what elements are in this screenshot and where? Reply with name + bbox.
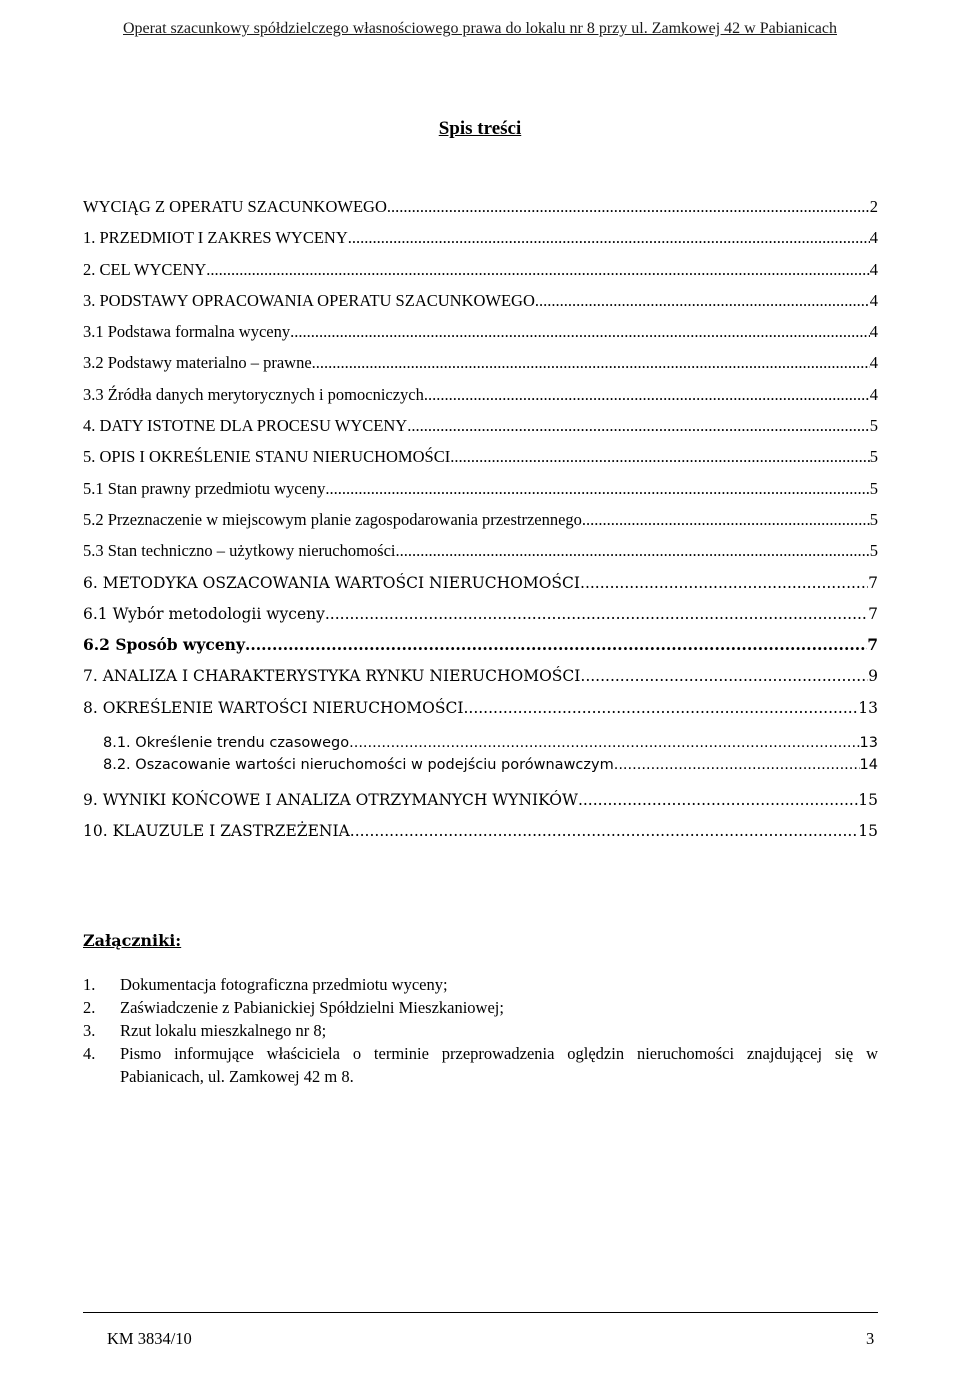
toc-entry[interactable] [83, 821, 878, 852]
toc-entry[interactable] [83, 353, 878, 384]
toc-leader-dots [463, 698, 858, 718]
toc-entry-label: 4. DATY ISTOTNE DLA PROCESU WYCENY [83, 416, 408, 436]
attachment-number: 3. [83, 1021, 96, 1040]
toc-entry[interactable] [83, 698, 878, 729]
toc-leader-dots [387, 197, 870, 217]
toc-entry-label: 6.2 Sposób wyceny [83, 635, 245, 655]
toc-entry[interactable] [83, 510, 878, 541]
toc-entry-page: 13 [858, 698, 878, 717]
toc-entry-page: 2 [869, 197, 878, 216]
toc-entry-page: 15 [858, 822, 878, 841]
toc-entry-page: 5 [869, 478, 878, 498]
toc-entry-page: 4 [869, 228, 878, 248]
attachment-number: 4. [83, 1044, 96, 1063]
toc-entry[interactable] [83, 228, 878, 259]
toc-entry-page: 4 [869, 384, 878, 404]
toc-entry[interactable] [83, 260, 878, 291]
toc-entry-page: 5 [869, 416, 878, 436]
toc-leader-dots [535, 291, 870, 311]
toc-leader-dots [290, 322, 870, 342]
toc-entry[interactable] [83, 790, 878, 821]
toc-entry-label: 5.3 Stan techniczno – użytkowy nieruchomości [83, 541, 396, 561]
toc-entry-label: 6.1 Wybór metodologii wyceny [83, 604, 325, 623]
toc-entry-label: 8.2. Oszacowanie wartości nieruchomości w podejściu porównawczym [103, 757, 614, 774]
toc-entry-page: 4 [869, 259, 878, 279]
attachment-number: 2. [83, 998, 96, 1017]
toc-entry-page: 4 [869, 290, 878, 310]
toc-entry[interactable] [83, 447, 878, 478]
toc-entry-label: 7. ANALIZA I CHARAKTERYSTYKA RYNKU NIERUCHOMOŚCI [83, 667, 581, 686]
toc-entry-label: 3. PODSTAWY OPRACOWANIA OPERATU SZACUNKOWEGO [83, 290, 535, 310]
toc-entry-label: 3.1 Podstawa formalna wyceny [83, 322, 291, 342]
toc-leader-dots [580, 573, 868, 593]
attachment-item [83, 973, 878, 996]
toc-entry-page: 5 [869, 447, 878, 467]
page-title: Spis treści [438, 118, 522, 139]
toc-entry-page: 15 [858, 791, 878, 810]
toc-entry[interactable] [83, 635, 878, 666]
toc-leader-dots [325, 604, 868, 624]
attachment-text: Rzut lokalu mieszkalnego nr 8; [120, 1021, 327, 1040]
toc-entry-label: 1. PRZEDMIOT I ZAKRES WYCENY [83, 228, 348, 248]
toc-entry-label: WYCIĄG Z OPERATU SZACUNKOWEGO [83, 197, 387, 216]
toc-leader-dots [348, 228, 870, 248]
attachments-title: Załączniki: [83, 931, 182, 950]
toc-entry-page: 7 [868, 604, 878, 623]
attachment-text: Dokumentacja fotograficzna przedmiotu wyceny; [120, 975, 448, 994]
toc-entry-label: 8.1. Określenie trendu czasowego [103, 735, 350, 752]
toc-leader-dots [325, 479, 869, 499]
toc-entry-page: 5 [869, 541, 878, 561]
toc-entry-label: 5.1 Stan prawny przedmiotu wyceny [83, 478, 326, 498]
toc-entry-label: 6. METODYKA OSZACOWANIA WARTOŚCI NIERUCHOMOŚCI [83, 573, 581, 592]
running-header [0, 20, 960, 38]
toc-leader-dots [349, 733, 859, 753]
toc-entry-page: 4 [869, 322, 878, 342]
attachment-text: Pismo informujące właściciela o terminie przeprowadzenia oględzin nieruchomości znajdującej się w Pabianicach, ul. Zamkowej 42 m 8. [120, 1044, 878, 1086]
toc-entry-label: 3.3 Źródła danych merytorycznych i pomocniczych [83, 384, 424, 404]
toc-entry[interactable] [83, 541, 878, 572]
toc-entry[interactable] [83, 197, 878, 228]
toc-leader-dots [312, 353, 870, 373]
toc-entry-label: 2. CEL WYCENY [83, 259, 207, 279]
toc-entry[interactable] [83, 416, 878, 447]
toc-entry[interactable] [83, 385, 878, 416]
running-header-text: Operat szacunkowy spółdzielczego własnościowego prawa do lokalu nr 8 przy ul. Zamkowej 42 w Pabianicach [123, 20, 837, 37]
toc-entry[interactable] [83, 733, 878, 755]
toc-entry-page: 5 [869, 509, 878, 529]
toc-entry[interactable] [83, 604, 878, 635]
table-of-contents [83, 197, 878, 853]
footer-page-number: 3 [866, 1329, 875, 1348]
toc-entry-page: 14 [859, 757, 878, 774]
toc-leader-dots [580, 666, 868, 686]
toc-entry-label: 5.2 Przeznaczenie w miejscowym planie zagospodarowania przestrzennego [83, 509, 582, 529]
toc-entry-label: 3.2 Podstawy materialno – prawne [83, 353, 312, 373]
toc-entry-label: 10. KLAUZULE I ZASTRZEŻENIA [83, 822, 350, 841]
toc-entry-label: 9. WYNIKI KOŃCOWE I ANALIZA OTRZYMANYCH WYNIKÓW [83, 791, 578, 810]
toc-leader-dots [424, 385, 870, 405]
toc-leader-dots [582, 510, 870, 530]
toc-leader-dots [396, 541, 870, 561]
toc-entry[interactable] [83, 322, 878, 353]
toc-entry-label: 8. OKREŚLENIE WARTOŚCI NIERUCHOMOŚCI [83, 698, 464, 717]
toc-entry-page: 7 [868, 573, 878, 592]
toc-entry-page: 9 [868, 667, 878, 686]
toc-leader-dots [614, 755, 860, 775]
toc-entry[interactable] [83, 291, 878, 322]
attachment-item [83, 1042, 878, 1088]
attachment-number: 1. [83, 975, 96, 994]
toc-entry-page: 7 [867, 635, 878, 655]
toc-leader-dots [245, 635, 867, 655]
toc-entry[interactable] [83, 573, 878, 604]
toc-entry[interactable] [83, 666, 878, 697]
footer-document-id: KM 3834/10 [107, 1329, 192, 1348]
attachment-item [83, 1019, 878, 1042]
toc-entry[interactable] [83, 755, 878, 790]
toc-leader-dots [578, 790, 858, 810]
footer-divider [83, 1312, 878, 1313]
toc-leader-dots [407, 416, 870, 436]
attachment-item [83, 996, 878, 1019]
toc-entry[interactable] [83, 479, 878, 510]
toc-entry-page: 13 [859, 735, 878, 752]
toc-leader-dots [350, 821, 859, 841]
toc-leader-dots [450, 447, 870, 467]
attachment-text: Zaświadczenie z Pabianickiej Spółdzielni Mieszkaniowej; [120, 998, 504, 1017]
toc-entry-label: 5. OPIS I OKREŚLENIE STANU NIERUCHOMOŚCI [83, 447, 451, 467]
attachments-list [83, 973, 878, 1088]
toc-leader-dots [206, 260, 869, 280]
toc-entry-page: 4 [869, 353, 878, 373]
